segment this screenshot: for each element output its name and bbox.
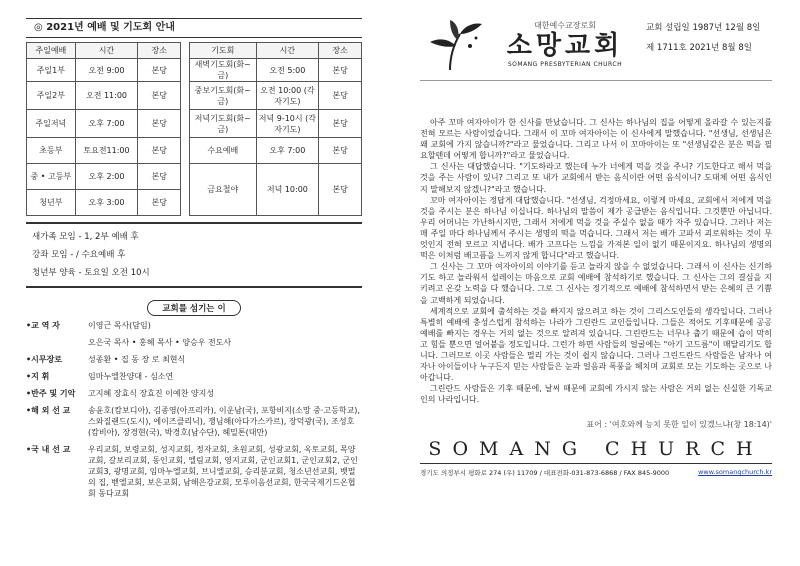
prayer-time: 저녁 10:00 xyxy=(256,164,319,216)
info-line: 청년부 양육 - 토요일 오전 10시 xyxy=(32,268,150,278)
servant-value: 송윤호(캄보디아), 김종영(아프리카), 이운남(국), 포항비지(소망 중·고등학교), 스와질랜드(도시), 에이즈클리닉), 쟁님해(아다가스카르), 장덕광(국), 조성호(캄비아), 장경현(국), 박경호(남수단), 헤밀톤(대만) xyxy=(88,406,360,437)
left-page xyxy=(26,18,362,505)
servant-value: 임마누엘찬양대 - 심소연 xyxy=(88,372,174,381)
service-time: 오전 9:00 xyxy=(75,59,138,82)
col-header: 기도회 xyxy=(190,43,257,59)
servant-value: 성종환 • 집 동 장 로 최현식 xyxy=(88,355,186,364)
prayer-place: 본당 xyxy=(319,138,362,164)
story-paragraph: 아주 꼬마 여자아이가 한 신사를 만났습니다. 그 신사는 하나님의 집을 어떻게 올라갈 수 있는지를 전혀 모르는 사람이었습니다. 그래서 이 꼬마 여자아이는 이 신사에게 말했습니다. "선생님, 선생님은 왜 교회에 가지 않습니까?"라고 물었습니다. 그리고 나서 이 꼬마아이는 또 "선생님같은 분은 떡을 필요할텐데 어떻게 합니까?"라고 물었습니다. xyxy=(420,118,772,161)
service-name: 주일1부 xyxy=(27,59,76,82)
prayer-name: 수요예배 xyxy=(190,138,257,164)
right-page xyxy=(420,18,772,477)
col-header: 장소 xyxy=(319,43,362,59)
service-time: 토요전11:00 xyxy=(75,138,138,164)
prayer-name: 저녁기도회(화~금) xyxy=(190,110,257,138)
schedule-section-title: ◎ 2021년 예배 및 기도회 안내 xyxy=(26,18,362,38)
denomination: 대한예수교장로회 xyxy=(534,21,596,30)
info-box xyxy=(26,222,362,288)
story-paragraph: 그 신사는 그 꼬마 여자아이의 이야기를 듣고 놀라지 않을 수 없었습니다. 그래서 이 신사는 신기하기도 하고 놀라워서 설레이는 마음으로 교회 예배에 참석하기로 했습니다. 그 신사는 그의 결심을 지키려고 온갖 노력을 다 했습니다. 그로 그 신사는 정기적으로 예배에 참석하면서 받는 은혜의 큰 기쁨을 고백하게 되었습니다. xyxy=(420,262,772,305)
servants-title: 교회를 섬기는 이 xyxy=(147,300,240,316)
schedule-title: 2021년 예배 및 기도회 안내 xyxy=(46,22,175,33)
servant-row xyxy=(26,337,362,348)
prayer-name: 중보기도회(화~금) xyxy=(190,82,257,110)
servant-value: 우리교회, 보령교회, 성지교회, 정자교회, 초원교회, 성광교회, 옥토교회, 목양교회, 갈보리교회, 동인교회, 엘림교회, 영지교회, 군인교회1, 군인교회2, 군인교회3, 광명교회, 임마누엘교회, 브니엘교회, 승리분교회, 청소년선교회, 뱃멀의 집, 벧엘교회, 보은교회, 남해은강교회, 모루이음선교회, 한국국제기드온협회 동다교회 xyxy=(88,445,358,498)
servant-label: •국 내 선 교 xyxy=(26,445,71,454)
servants-list xyxy=(26,320,362,499)
prayer-time: 저녁 9-10시 (각자기도) xyxy=(256,110,319,138)
servant-row xyxy=(26,388,362,399)
col-header: 시간 xyxy=(256,43,319,59)
service-time: 오전 11:00 xyxy=(75,82,138,110)
prayer-place: 본당 xyxy=(319,82,362,110)
prayer-place: 본당 xyxy=(319,164,362,216)
issue-meta xyxy=(646,18,760,58)
service-name: 청년부 xyxy=(27,190,76,216)
service-name: 초등부 xyxy=(27,138,76,164)
church-address: 경기도 의정부시 평화로 274 (우) 11709 / 대표전화-031-873-6868 / FAX 845-9000 xyxy=(420,469,670,478)
schedule-table xyxy=(26,42,362,216)
servant-row xyxy=(26,354,362,365)
prayer-place: 본당 xyxy=(319,110,362,138)
info-line: 새가족 모임 - 1, 2부 예배 후 xyxy=(32,232,139,242)
story-body xyxy=(420,117,772,405)
church-english-name: SOMANG PRESBYTERIAN CHURCH xyxy=(507,61,623,68)
servant-label: •반주 및 기악 xyxy=(26,389,76,398)
service-time: 오후 2:00 xyxy=(75,164,138,190)
story-paragraph: 세계적으로 교회에 출석하는 것을 빠지지 않으려고 하는 것이 그리스도인들의 생각입니다. 그러나 특별히 예배에 충성스럽게 참석하는 나라가 그린란드 교인들입니다. 그들은 적어도 기후때문에 공공예배를 빠지는 경우는 거의 없는 것으로 알려져 있습니다. 그린란드는 너무나 춥기 때문에 습이 막히고 힘들 뿐으면 얼어붙을 정도입니다. 그런가 하면 사람들의 얼굴에는 "아기 고드름"이 매달리기도 합니다. 그러므로 이곳 사람들은 멀리 가는 것이 쉽지 않습니다. 그러나 그린드란드 사람들은 남자나 여자나 아이들이나 누구든지 믿는 사람들은 눈과 얼음과 폭풍을 헤치며 교회로 모는 기도하는 곳으로 나아갑니다. xyxy=(420,306,772,383)
servant-label: •교 역 자 xyxy=(26,321,60,330)
servant-value: 오은국 목사 • 홍혜 목사 • 양승우 전도사 xyxy=(88,338,232,347)
servants-header xyxy=(26,296,362,316)
service-place: 본당 xyxy=(138,82,181,110)
masthead xyxy=(420,18,772,81)
founded-date: 교회 설립일 1987년 12월 8일 xyxy=(646,23,761,33)
prayer-name: 새벽기도회(화~금) xyxy=(190,59,257,82)
servant-row xyxy=(26,320,362,331)
servant-value: 고지혜 장효식 장효진 이예찬 양지성 xyxy=(88,389,215,398)
service-place: 본당 xyxy=(138,59,181,82)
prayer-name: 금요철야 xyxy=(190,164,257,216)
prayer-time: 오전 10:00 (각자기도) xyxy=(256,82,319,110)
service-place: 본당 xyxy=(138,164,181,190)
service-name: 중 • 고등부 xyxy=(27,164,76,190)
col-header: 장소 xyxy=(138,43,181,59)
service-place: 본당 xyxy=(138,110,181,138)
service-place: 본당 xyxy=(138,190,181,216)
story-paragraph: 그린란드 사람들은 기후 때문에, 날씨 때문에 교회에 가시지 않는 사람은 거의 없는 신실한 기독교인의 나라입니다. xyxy=(420,384,772,405)
footer-church-name: SOMANG CHURCH xyxy=(420,438,772,464)
church-name-block xyxy=(490,18,640,68)
servant-label xyxy=(26,337,88,348)
service-time: 오후 7:00 xyxy=(75,110,138,138)
issue-number: 제 1711호 2021년 8월 8일 xyxy=(646,43,752,53)
story-paragraph: 그 신사는 대답했습니다. "기도하라고 했는데 누가 너에게 먹을 것을 주니? 기도한다고 해서 먹을 것을 주는 사람이 있니? 그리고 또 내가 교회에서 받는 음식이란 어떤 음식이니? 도대체 어떤 음식인지 말해보지 않겠니?"라고 했습니다. xyxy=(420,162,772,194)
footer-address-row xyxy=(420,468,772,477)
col-header: 시간 xyxy=(75,43,138,59)
servant-value: 이영근 목사(담임) xyxy=(88,321,151,330)
service-name: 주일2부 xyxy=(27,82,76,110)
servant-label: •시무장로 xyxy=(26,355,63,364)
service-name: 주일저녁 xyxy=(27,110,76,138)
service-place: 본당 xyxy=(138,138,181,164)
prayer-time: 오전 5:00 xyxy=(256,59,319,82)
servant-row xyxy=(26,444,362,499)
servant-row xyxy=(26,405,362,438)
servant-label: •해 외 선 교 xyxy=(26,406,71,415)
info-line: 강좌 모임 - / 수요예배 후 xyxy=(32,250,126,260)
service-time: 오후 3:00 xyxy=(75,190,138,216)
prayer-place: 본당 xyxy=(319,59,362,82)
col-header: 주일예배 xyxy=(27,43,76,59)
motto-verse: 표어 : '여호와께 능치 못한 일이 있겠느냐(창 18:14)' xyxy=(586,420,772,430)
church-name: 소망교회 xyxy=(506,31,624,61)
servant-row xyxy=(26,371,362,382)
church-logo-icon xyxy=(420,18,490,76)
website-link[interactable]: www.somangchurch.kr xyxy=(698,468,772,477)
story-paragraph: 꼬마 여자아이는 정답게 대답했습니다. "선생님, 걱정마세요, 이렇게 마세요, 교회에서 저에게 먹을 것을 주시는 분은 하나님 이십니다. 하나님의 말씀이 제가 공급받는 음식입니다. 그것뿐만 아닙니다. 우리 어머니는 가난하시지만, 그래서 저에게 먹을 것을 주실수 없을 때가 자주 있습니다. 그러나 저는 매 주일 마다 하나님께서 주시는 생명의 떡을 먹습니다. 그래서 저는 배가 고파서 괴로워하는 것이 무엇인지 전혀 모르고 지냅니다. 배가 고프다는 느낌을 가져본 일이 없기 때문이지요. 하나님의 생명의 떡은 이처럼 배고픔을 느끼지 않게 합니다"라고 했습니다. xyxy=(420,195,772,261)
prayer-time: 오후 7:00 xyxy=(256,138,319,164)
servant-label: •지 휘 xyxy=(26,372,50,381)
